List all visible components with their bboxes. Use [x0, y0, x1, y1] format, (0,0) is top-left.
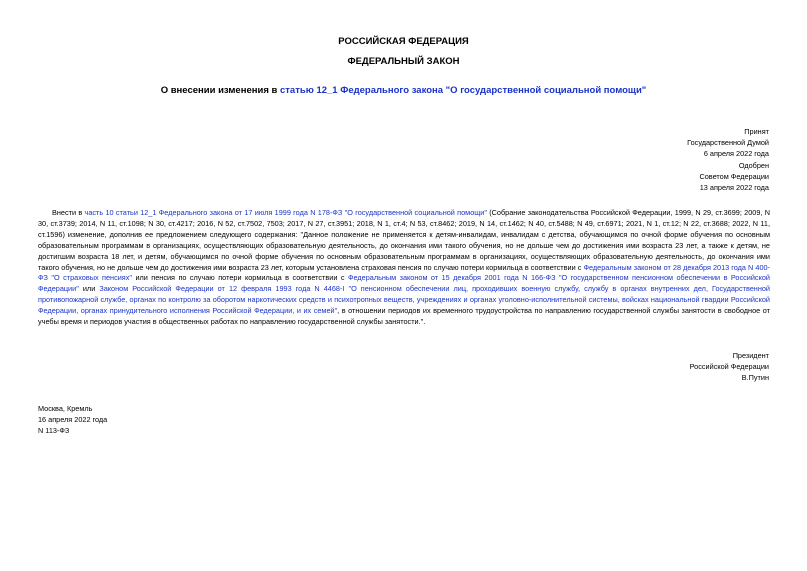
military-pension-law-link[interactable]: Законом Российской Федерации от 12 февраля 1993 года N 4468-I "О пенсионном обеспечении лиц, проходивших военную службу, службу в органах внутренних дел, Государственной противопожарной службе, органах по контролю за оборотом наркотических средств и психотропных веществ, учреждениях и органах уголовно-исполнительной системы, войсках национальной гвардии Российской Федерации, органах принудительного исполнения Российской Федерации, и их семей" — [38, 284, 771, 316]
article-link[interactable]: часть 10 статьи 12_1 Федерального закона от 17 июля 1999 года N 178-ФЗ "О государственной социальной помощи" — [84, 208, 487, 217]
body-text-segment: или пенсия по случаю потери кормильца в соответствии с — [132, 273, 348, 283]
country-heading: РОССИЙСКАЯ ФЕДЕРАЦИЯ — [338, 36, 469, 47]
adoption-line: 13 апреля 2022 года — [699, 183, 769, 193]
place-date-block — [38, 404, 107, 436]
state-pension-law-link[interactable]: Федеральным законом от 15 декабря 2001 года N 166-ФЗ "О государственном пенсионном обеспечении в Российской Федерации" — [38, 273, 770, 294]
adoption-line: 6 апреля 2022 года — [703, 149, 769, 159]
date-line: 16 апреля 2022 года — [38, 414, 108, 424]
law-title-prefix: О внесении изменения в — [160, 85, 280, 96]
law-number-line: N 113-ФЗ — [38, 425, 70, 435]
place-line: Москва, Кремль — [38, 404, 93, 413]
body-text-segment: , в отношении периодов их временного трудоустройства по направлению государственной службы занятости в свободное от учебы время и периодов участия в общественных работах по направлению государственной службы занятости.". — [38, 306, 770, 327]
insurance-pensions-law-link[interactable]: Федеральным законом от 28 декабря 2013 года N 400-ФЗ "О страховых пенсиях" — [38, 262, 770, 283]
adoption-line: Принят — [744, 127, 769, 136]
signature-line: Российской Федерации — [689, 362, 769, 372]
signature-block — [690, 350, 769, 384]
law-body — [38, 208, 770, 328]
adoption-line: Государственной Думой — [687, 138, 769, 148]
adoption-line: Советом Федерации — [699, 171, 769, 181]
signature-line: В.Путин — [741, 373, 769, 383]
body-paragraph — [38, 208, 770, 328]
signature-line: Президент — [732, 351, 769, 360]
law-title-link[interactable]: статью 12_1 Федерального закона "О государственной социальной помощи" — [279, 85, 647, 96]
body-text-segment: (Собрание законодательства Российской Федерации, 1999, N 29, ст.3699; 2009, N 30, ст.3739; 2014, N 11, ст.1098; N 30, ст.4217; 2016, N 52, ст.7502, 7503; 2017, N 27, ст.3951; 2018, N 1, ст.4; N 53, ст.8462; 2019, N 14, ст.1462; N 40, ст.5488; N 49, ст.6971; 2021, N 1, ст.12; N 22, ст.3688; 2022, N 11, ст.1596) изменение, дополнив ее предложением следующего содержания: "Данное положение не применяется к детям-инвалидам, инвалидам с детства, обучающимся по очной форме обучения по основным образовательным программам в организациях, осуществляющих образовательную деятельность, до окончания ими такого обучения, но не дольше чем до достижения ими возраста 23 лет, а также к детям, не достигшим возраста 18 лет, и детям, обучающимся по очной форме обучения по основным образовательным программам в организациях, осуществляющих образовательную деятельность, до окончания ими такого обучения, но не дольше чем до достижения ими возраста 23 лет, которым установлена страховая пенсия по случаю потери кормильца в соответствии с — [38, 208, 770, 272]
adoption-line: Одобрен — [738, 160, 769, 170]
law-title — [0, 85, 807, 96]
law-type-heading: ФЕДЕРАЛЬНЫЙ ЗАКОН — [347, 56, 460, 67]
body-text-segment: или — [78, 284, 100, 294]
body-text-segment: Внести в — [52, 208, 85, 217]
adoption-block — [687, 126, 769, 193]
